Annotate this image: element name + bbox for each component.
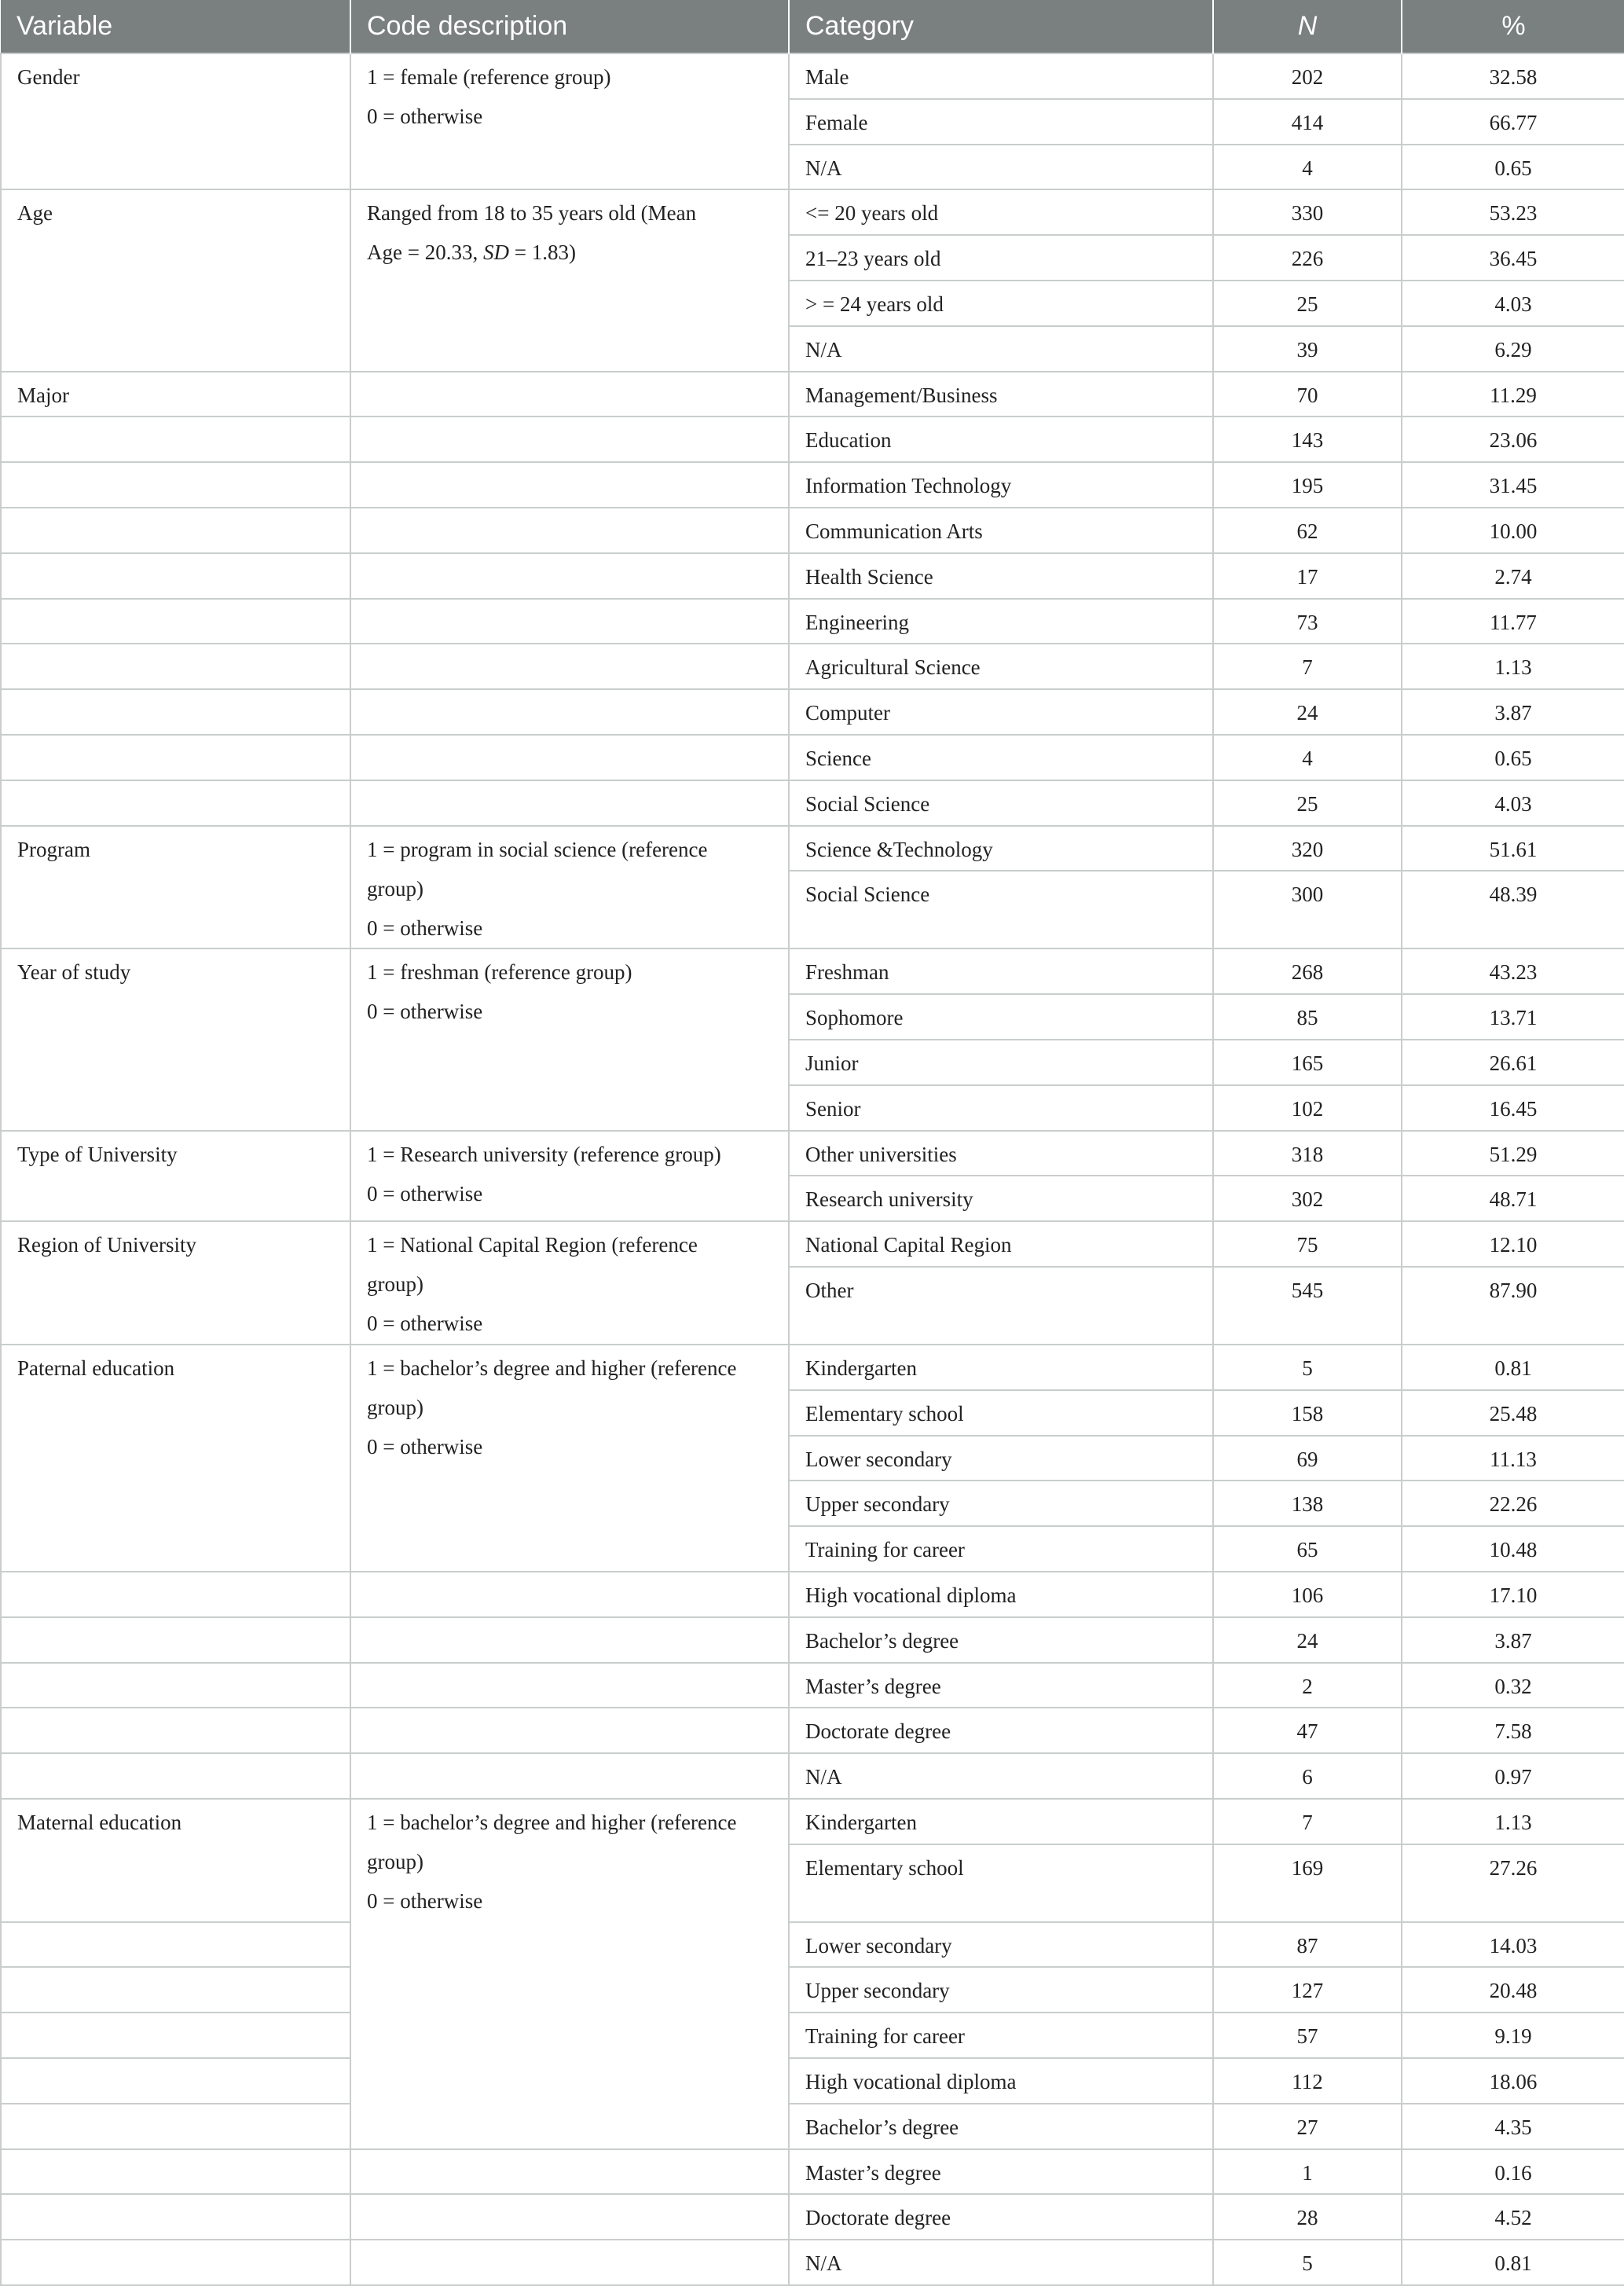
cell-percent: 48.71 (1402, 1176, 1624, 1221)
code-line: 0 = otherwise (367, 105, 483, 128)
cell-percent: 0.16 (1402, 2149, 1624, 2195)
cell-code-description (350, 1131, 789, 1222)
cell-percent: 66.77 (1402, 99, 1624, 145)
cell-code-description (350, 2240, 789, 2285)
cell-n: 102 (1213, 1085, 1402, 1131)
table-row (1, 189, 1624, 235)
code-line: group) (367, 1272, 423, 1297)
table-row (1, 372, 1624, 417)
cell-percent: 9.19 (1402, 2013, 1624, 2058)
cell-n: 65 (1213, 1526, 1402, 1572)
cell-code-description (350, 53, 789, 189)
cell-category: Science &Technology (789, 826, 1213, 871)
cell-variable: Paternal education (1, 1345, 350, 1572)
cell-n: 320 (1213, 826, 1402, 871)
cell-percent: 0.81 (1402, 1345, 1624, 1390)
table-row (1, 1131, 1624, 1176)
cell-category: Information Technology (789, 462, 1213, 508)
cell-n: 57 (1213, 2013, 1402, 2058)
cell-code-description (350, 1753, 789, 1799)
code-line: 0 = otherwise (367, 1181, 483, 1205)
cell-code-description (350, 1799, 789, 2149)
cell-n: 127 (1213, 1967, 1402, 2013)
cell-category: Other universities (789, 1131, 1213, 1176)
cell-n: 5 (1213, 1345, 1402, 1390)
cell-percent: 3.87 (1402, 1617, 1624, 1663)
cell-n: 69 (1213, 1436, 1402, 1481)
code-line: 0 = otherwise (367, 1888, 483, 1913)
cell-code-description (350, 1708, 789, 1753)
cell-variable (1, 689, 350, 735)
header-category: Category (789, 0, 1213, 53)
cell-n: 138 (1213, 1481, 1402, 1526)
table-row (1, 949, 1624, 994)
code-line: 1 = female (reference group) (367, 65, 611, 89)
cell-category: Training for career (789, 2013, 1213, 2058)
cell-percent: 1.13 (1402, 1799, 1624, 1844)
cell-percent: 32.58 (1402, 53, 1624, 99)
cell-code-description (350, 1663, 789, 1708)
cell-n: 318 (1213, 1131, 1402, 1176)
cell-n: 195 (1213, 462, 1402, 508)
header-percent: % (1402, 0, 1624, 53)
cell-percent: 4.03 (1402, 780, 1624, 826)
cell-variable (1, 1617, 350, 1663)
cell-percent: 14.03 (1402, 1922, 1624, 1968)
table-row (1, 1617, 1624, 1663)
cell-code-description (350, 462, 789, 508)
cell-category: N/A (789, 145, 1213, 190)
cell-n: 302 (1213, 1176, 1402, 1221)
cell-category: Bachelor’s degree (789, 1617, 1213, 1663)
cell-percent: 20.48 (1402, 1967, 1624, 2013)
cell-category: Doctorate degree (789, 2194, 1213, 2240)
cell-category: Sophomore (789, 994, 1213, 1040)
cell-variable (1, 1572, 350, 1617)
cell-code-description (350, 735, 789, 780)
cell-code-description (350, 189, 789, 371)
cell-variable (1, 644, 350, 689)
cell-category: High vocational diploma (789, 1572, 1213, 1617)
cell-n: 73 (1213, 599, 1402, 644)
code-line: 1 = bachelor’s degree and higher (reference (367, 1356, 737, 1380)
cell-variable (1, 1922, 350, 1968)
cell-category: Computer (789, 689, 1213, 735)
cell-variable: Gender (1, 53, 350, 189)
cell-percent: 16.45 (1402, 1085, 1624, 1131)
cell-variable: Region of University (1, 1221, 350, 1345)
cell-variable: Year of study (1, 949, 350, 1130)
table-row (1, 1753, 1624, 1799)
cell-percent: 48.39 (1402, 871, 1624, 949)
cell-category: Senior (789, 1085, 1213, 1131)
cell-code-description (350, 1221, 789, 1345)
table-row (1, 735, 1624, 780)
cell-code-description (350, 1345, 789, 1572)
cell-category: Training for career (789, 1526, 1213, 1572)
cell-category: > = 24 years old (789, 281, 1213, 326)
table-row (1, 780, 1624, 826)
cell-variable (1, 780, 350, 826)
cell-category: Freshman (789, 949, 1213, 994)
cell-percent: 27.26 (1402, 1844, 1624, 1922)
code-line: 0 = otherwise (367, 1434, 483, 1459)
cell-percent: 4.03 (1402, 281, 1624, 326)
cell-n: 7 (1213, 1799, 1402, 1844)
cell-percent: 10.48 (1402, 1526, 1624, 1572)
cell-n: 62 (1213, 508, 1402, 553)
cell-n: 330 (1213, 189, 1402, 235)
cell-category: Social Science (789, 871, 1213, 949)
table-row (1, 2149, 1624, 2195)
cell-variable (1, 462, 350, 508)
cell-category: Junior (789, 1040, 1213, 1085)
cell-percent: 51.61 (1402, 826, 1624, 871)
cell-code-description (350, 689, 789, 735)
cell-n: 165 (1213, 1040, 1402, 1085)
cell-category: Kindergarten (789, 1345, 1213, 1390)
cell-n: 4 (1213, 735, 1402, 780)
cell-percent: 22.26 (1402, 1481, 1624, 1526)
code-line: 0 = otherwise (367, 916, 483, 940)
cell-code-description (350, 553, 789, 599)
cell-variable (1, 2240, 350, 2285)
cell-n: 28 (1213, 2194, 1402, 2240)
cell-category: Doctorate degree (789, 1708, 1213, 1753)
header-code-description: Code description (350, 0, 789, 53)
table-row (1, 1799, 1624, 1844)
cell-n: 112 (1213, 2058, 1402, 2104)
cell-category: Upper secondary (789, 1481, 1213, 1526)
cell-n: 47 (1213, 1708, 1402, 1753)
code-line: group) (367, 1395, 423, 1419)
table-row (1, 2240, 1624, 2285)
cell-category: Social Science (789, 780, 1213, 826)
cell-category: Master’s degree (789, 1663, 1213, 1708)
cell-category: Health Science (789, 553, 1213, 599)
cell-category: Management/Business (789, 372, 1213, 417)
cell-category: Master’s degree (789, 2149, 1213, 2195)
cell-category: Upper secondary (789, 1967, 1213, 2013)
cell-code-description (350, 599, 789, 644)
cell-category: Engineering (789, 599, 1213, 644)
cell-n: 4 (1213, 145, 1402, 190)
cell-n: 5 (1213, 2240, 1402, 2285)
cell-percent: 4.52 (1402, 2194, 1624, 2240)
cell-n: 169 (1213, 1844, 1402, 1922)
cell-n: 87 (1213, 1922, 1402, 1968)
cell-code-description (350, 2194, 789, 2240)
table-row (1, 2104, 1624, 2149)
cell-percent: 43.23 (1402, 949, 1624, 994)
cell-variable (1, 553, 350, 599)
table-row (1, 599, 1624, 644)
cell-variable (1, 2149, 350, 2195)
table-row (1, 553, 1624, 599)
cell-percent: 2.74 (1402, 553, 1624, 599)
cell-percent: 0.32 (1402, 1663, 1624, 1708)
cell-percent: 36.45 (1402, 235, 1624, 281)
table-row (1, 2013, 1624, 2058)
cell-category: <= 20 years old (789, 189, 1213, 235)
cell-category: Education (789, 416, 1213, 462)
cell-code-description (350, 508, 789, 553)
cell-category: Male (789, 53, 1213, 99)
cell-code-description (350, 416, 789, 462)
cell-variable (1, 735, 350, 780)
cell-category: Other (789, 1267, 1213, 1345)
code-line: 0 = otherwise (367, 1312, 483, 1336)
cell-n: 27 (1213, 2104, 1402, 2149)
cell-n: 1 (1213, 2149, 1402, 2195)
cell-percent: 12.10 (1402, 1221, 1624, 1267)
table-row (1, 416, 1624, 462)
cell-n: 6 (1213, 1753, 1402, 1799)
cell-category: Elementary school (789, 1390, 1213, 1436)
table-body (1, 53, 1624, 2285)
code-line: 1 = program in social science (reference (367, 837, 708, 861)
cell-category: Kindergarten (789, 1799, 1213, 1844)
cell-category: N/A (789, 1753, 1213, 1799)
cell-n: 158 (1213, 1390, 1402, 1436)
cell-code-description (350, 2149, 789, 2195)
cell-n: 70 (1213, 372, 1402, 417)
cell-n: 226 (1213, 235, 1402, 281)
table-row (1, 2194, 1624, 2240)
cell-variable (1, 2058, 350, 2104)
cell-percent: 0.81 (1402, 2240, 1624, 2285)
cell-code-description (350, 780, 789, 826)
code-line: 1 = Research university (reference group) (367, 1142, 721, 1166)
cell-n: 39 (1213, 326, 1402, 372)
table-row (1, 826, 1624, 871)
cell-percent: 0.65 (1402, 145, 1624, 190)
cell-percent: 31.45 (1402, 462, 1624, 508)
cell-n: 17 (1213, 553, 1402, 599)
table-row (1, 1708, 1624, 1753)
cell-percent: 18.06 (1402, 2058, 1624, 2104)
cell-percent: 6.29 (1402, 326, 1624, 372)
table-row (1, 462, 1624, 508)
cell-category: N/A (789, 2240, 1213, 2285)
cell-percent: 0.97 (1402, 1753, 1624, 1799)
cell-n: 106 (1213, 1572, 1402, 1617)
cell-percent: 1.13 (1402, 644, 1624, 689)
table-row (1, 53, 1624, 99)
table-row (1, 1663, 1624, 1708)
cell-percent: 17.10 (1402, 1572, 1624, 1617)
code-line: group) (367, 1849, 423, 1873)
cell-n: 85 (1213, 994, 1402, 1040)
cell-variable: Major (1, 372, 350, 417)
cell-percent: 87.90 (1402, 1267, 1624, 1345)
header-n: N (1213, 0, 1402, 53)
cell-variable: Program (1, 826, 350, 949)
cell-category: Agricultural Science (789, 644, 1213, 689)
cell-percent: 10.00 (1402, 508, 1624, 553)
cell-variable: Maternal education (1, 1799, 350, 1922)
cell-variable (1, 2194, 350, 2240)
cell-percent: 51.29 (1402, 1131, 1624, 1176)
code-line: Age = 20.33, SD = 1.83) (367, 240, 576, 265)
table-row (1, 1922, 1624, 1968)
table-row (1, 1345, 1624, 1390)
cell-category: 21–23 years old (789, 235, 1213, 281)
cell-category: Research university (789, 1176, 1213, 1221)
cell-category: Bachelor’s degree (789, 2104, 1213, 2149)
cell-category: High vocational diploma (789, 2058, 1213, 2104)
cell-code-description (350, 826, 789, 949)
cell-variable: Type of University (1, 1131, 350, 1222)
cell-code-description (350, 372, 789, 417)
cell-category: Elementary school (789, 1844, 1213, 1922)
table-row (1, 1572, 1624, 1617)
cell-variable (1, 1753, 350, 1799)
table-row (1, 689, 1624, 735)
cell-n: 7 (1213, 644, 1402, 689)
cell-percent: 11.29 (1402, 372, 1624, 417)
code-line: group) (367, 876, 423, 901)
cell-n: 24 (1213, 689, 1402, 735)
cell-variable: Age (1, 189, 350, 371)
table-row (1, 644, 1624, 689)
cell-variable (1, 416, 350, 462)
cell-percent: 11.13 (1402, 1436, 1624, 1481)
cell-code-description (350, 1617, 789, 1663)
cell-percent: 7.58 (1402, 1708, 1624, 1753)
cell-n: 75 (1213, 1221, 1402, 1267)
cell-n: 2 (1213, 1663, 1402, 1708)
table-row (1, 508, 1624, 553)
cell-n: 25 (1213, 780, 1402, 826)
table-header-row (1, 0, 1624, 53)
cell-category: Lower secondary (789, 1922, 1213, 1968)
code-line: 1 = National Capital Region (reference (367, 1233, 698, 1257)
cell-percent: 25.48 (1402, 1390, 1624, 1436)
cell-category: Lower secondary (789, 1436, 1213, 1481)
cell-percent: 23.06 (1402, 416, 1624, 462)
header-variable: Variable (1, 0, 350, 53)
cell-variable (1, 1967, 350, 2013)
table-row (1, 1967, 1624, 2013)
cell-percent: 53.23 (1402, 189, 1624, 235)
cell-n: 414 (1213, 99, 1402, 145)
code-line: 1 = freshman (reference group) (367, 960, 632, 985)
cell-n: 300 (1213, 871, 1402, 949)
code-line: Ranged from 18 to 35 years old (Mean (367, 201, 697, 226)
cell-variable (1, 2104, 350, 2149)
cell-variable (1, 508, 350, 553)
cell-category: National Capital Region (789, 1221, 1213, 1267)
cell-category: Science (789, 735, 1213, 780)
cell-code-description (350, 949, 789, 1130)
cell-variable (1, 1663, 350, 1708)
cell-category: N/A (789, 326, 1213, 372)
cell-code-description (350, 644, 789, 689)
table-row (1, 1221, 1624, 1267)
table-row (1, 2058, 1624, 2104)
cell-code-description (350, 1572, 789, 1617)
cell-n: 143 (1213, 416, 1402, 462)
cell-category: Communication Arts (789, 508, 1213, 553)
cell-percent: 26.61 (1402, 1040, 1624, 1085)
cell-category: Female (789, 99, 1213, 145)
cell-percent: 11.77 (1402, 599, 1624, 644)
cell-percent: 3.87 (1402, 689, 1624, 735)
cell-variable (1, 1708, 350, 1753)
cell-n: 268 (1213, 949, 1402, 994)
cell-percent: 13.71 (1402, 994, 1624, 1040)
cell-n: 545 (1213, 1267, 1402, 1345)
cell-variable (1, 599, 350, 644)
cell-percent: 0.65 (1402, 735, 1624, 780)
code-line: 0 = otherwise (367, 1000, 483, 1024)
cell-n: 202 (1213, 53, 1402, 99)
code-line: 1 = bachelor’s degree and higher (reference (367, 1810, 737, 1834)
cell-n: 24 (1213, 1617, 1402, 1663)
cell-percent: 4.35 (1402, 2104, 1624, 2149)
cell-n: 25 (1213, 281, 1402, 326)
cell-variable (1, 2013, 350, 2058)
